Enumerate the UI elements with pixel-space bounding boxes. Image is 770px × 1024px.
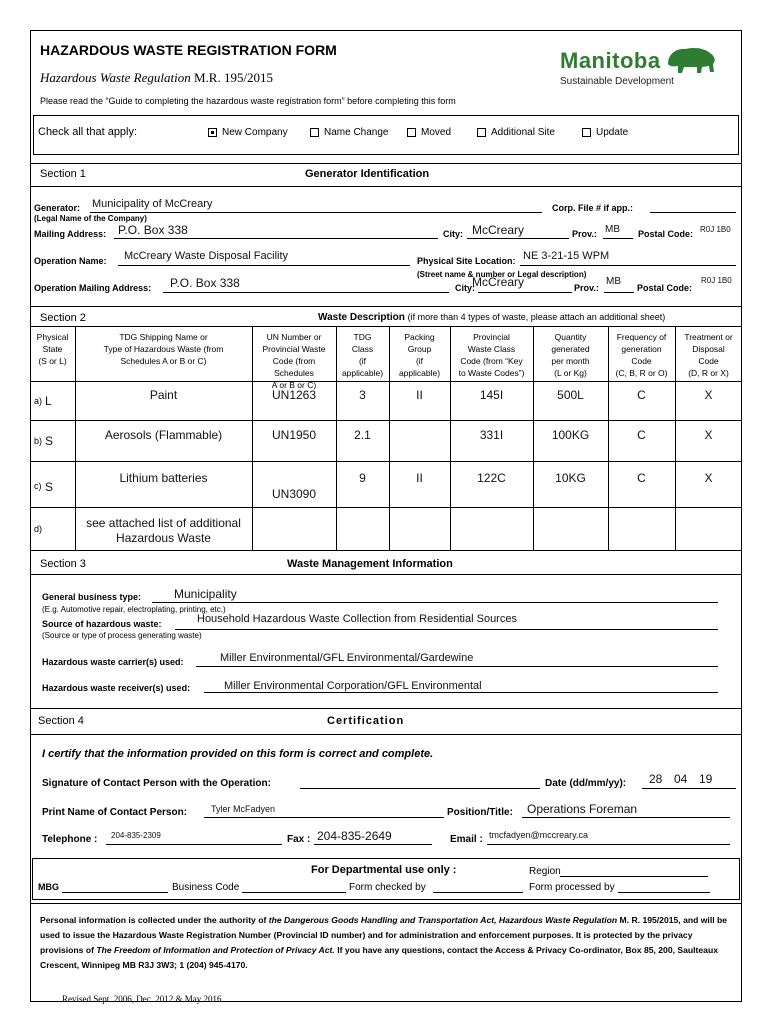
prov2-value: MB	[606, 276, 621, 287]
date-day: 28	[649, 772, 663, 786]
checkbox-icon[interactable]	[407, 128, 416, 137]
generator-value: Municipality of McCreary	[92, 198, 213, 210]
section4-number: Section 4	[38, 715, 84, 727]
row-rule	[30, 461, 742, 462]
section1-header-rule	[30, 186, 742, 187]
row-disp[interactable]: X	[704, 428, 713, 442]
business-type-value: Municipality	[174, 587, 237, 601]
section3-number: Section 3	[40, 558, 86, 570]
fax-value: 204-835-2649	[317, 829, 392, 843]
col-header-frequency: Frequency of generation Code (C, B, R or O)	[615, 332, 668, 378]
col-header-disposal: Treatment or Disposal Code (D, R or X)	[684, 332, 733, 378]
privacy-top-rule	[30, 903, 742, 904]
manitoba-logo	[560, 48, 720, 94]
dept-mbg-field	[62, 880, 168, 893]
postal2-value: R0J 1B0	[701, 276, 732, 285]
row-pwc[interactable]: 145I	[479, 388, 504, 402]
city2-label: City:	[455, 283, 475, 293]
source-label: Source of hazardous waste:	[42, 619, 162, 629]
section4-header-rule	[30, 734, 742, 735]
privacy-contact: If you have any questions, contact the Access & Privacy Co-ordinator, Box 85,	[337, 945, 656, 955]
row-tdg[interactable]: 2.1	[354, 428, 371, 442]
row-tdg[interactable]: 3	[359, 388, 366, 402]
dept-mbg-label: MBG	[38, 882, 59, 892]
privacy-notice	[40, 913, 730, 973]
section3-top-rule	[30, 550, 742, 551]
legal-name-note: (Legal Name of the Company)	[34, 214, 147, 223]
row-pwc[interactable]: 331I	[479, 428, 504, 442]
prov2-label: Prov.:	[574, 283, 599, 293]
row-un[interactable]: UN1950	[271, 428, 317, 442]
date-year: 19	[699, 772, 713, 786]
option-additional-site[interactable]	[477, 127, 555, 138]
city2-value: McCreary	[472, 275, 525, 289]
receiver-value: Miller Environmental Corporation/GFL Environmental	[224, 680, 482, 692]
option-label: Moved	[421, 127, 452, 138]
row-disp[interactable]: X	[704, 388, 713, 402]
postal-value: R0J 1B0	[700, 225, 731, 234]
carrier-value: Miller Environmental/GFL Environmental/Gardewine	[220, 652, 474, 664]
dept-region-label: Region	[529, 866, 561, 877]
postal2-label: Postal Code:	[637, 283, 693, 293]
table-header-rule	[30, 381, 742, 382]
section2-number: Section 2	[40, 312, 86, 324]
checkbox-icon[interactable]	[477, 128, 486, 137]
logo-word: Manitoba	[560, 48, 661, 73]
email-value: tmcfadyen@mccreary.ca	[489, 830, 588, 840]
row-letter: a)	[34, 396, 43, 406]
row-un[interactable]: UN3090	[271, 487, 317, 501]
checkbox-checked-icon[interactable]	[208, 128, 217, 137]
telephone-label: Telephone :	[42, 834, 98, 845]
option-update[interactable]	[582, 127, 628, 138]
section2-title: Waste Description	[318, 312, 405, 323]
row-letter: c)	[34, 481, 42, 491]
col-header-quantity: Quantity generated per month (L or Kg)	[551, 332, 590, 378]
site-label: Physical Site Location:	[417, 256, 516, 266]
row-tdg[interactable]: 9	[359, 471, 366, 485]
section3-title: Waste Management Information	[287, 558, 453, 570]
postal-label: Postal Code:	[638, 229, 694, 239]
position-value: Operations Foreman	[527, 802, 638, 816]
row-pg[interactable]: II	[416, 471, 423, 485]
row-name[interactable]: Paint	[149, 388, 178, 402]
privacy-purpose: and will be used to issue the Hazardous Waste Registration Number (Provincial ID number) and for administration and enforcement purposes. It is protected by	[40, 915, 728, 940]
email-label: Email :	[450, 834, 483, 845]
revision-note: Revised Sept. 2006, Dec. 2012 & May 2016	[62, 994, 222, 1004]
row-un[interactable]: UN1263	[271, 388, 317, 402]
dept-checked-by-label: Form checked by	[349, 882, 426, 893]
row-state[interactable]: S	[45, 480, 54, 494]
option-moved[interactable]	[407, 127, 451, 138]
option-label: Additional Site	[491, 127, 555, 138]
row-letter: d)	[34, 524, 43, 534]
checkbox-icon[interactable]	[582, 128, 591, 137]
print-name-label: Print Name of Contact Person:	[42, 807, 188, 818]
row-name[interactable]: see attached list of additional Hazardous Waste	[86, 516, 241, 545]
table-top-rule	[30, 326, 742, 327]
mailing-value: P.O. Box 338	[118, 223, 188, 237]
logo-sub: Sustainable Development	[560, 76, 674, 87]
dept-title: For Departmental use only :	[311, 864, 457, 876]
row-disp[interactable]: X	[704, 471, 713, 485]
mailing-label: Mailing Address:	[34, 229, 107, 239]
date-label: Date (dd/mm/yy):	[545, 778, 627, 789]
section1-title: Generator Identification	[305, 168, 430, 180]
source-note: (Source or type of process generating waste)	[42, 631, 202, 640]
dept-business-code-field	[242, 880, 346, 893]
section2-heading	[318, 312, 665, 323]
row-pg[interactable]: II	[416, 388, 423, 402]
dept-checked-by-field	[433, 880, 523, 893]
row-qty[interactable]: 500L	[557, 388, 584, 402]
city-label: City:	[443, 229, 463, 239]
regulation-name	[40, 70, 273, 86]
prov-value: MB	[605, 224, 620, 235]
privacy-provisions: the privacy provisions of	[40, 930, 693, 955]
option-name-change[interactable]	[310, 127, 388, 138]
generator-label: Generator:	[34, 203, 81, 213]
telephone-value: 204-835-2309	[111, 831, 161, 840]
date-month: 04	[674, 772, 688, 786]
business-type-field[interactable]	[152, 590, 718, 603]
prov-label: Prov.:	[572, 229, 597, 239]
site-value: NE 3-21-15 WPM	[523, 250, 610, 262]
dept-processed-by-field	[618, 880, 710, 893]
section2-note: (if more than 4 types of waste, please attach an additional sheet)	[407, 312, 666, 322]
site-note: (Street name & number or Legal description)	[417, 270, 587, 279]
bison-icon	[664, 44, 718, 76]
signature-label: Signature of Contact Person with the Operation:	[42, 778, 271, 789]
business-type-note: (E.g. Automotive repair, electroplating, printing, etc.)	[42, 605, 226, 614]
opmail-label: Operation Mailing Address:	[34, 283, 152, 293]
row-rule	[30, 420, 742, 421]
dept-business-code-label: Business Code	[172, 882, 240, 893]
privacy-text: Personal information is collected under the authority of	[40, 915, 267, 925]
receiver-label: Hazardous waste receiver(s) used:	[42, 683, 191, 693]
option-label: New Company	[222, 127, 288, 138]
checkbox-icon[interactable]	[310, 128, 319, 137]
carrier-label: Hazardous waste carrier(s) used:	[42, 657, 184, 667]
option-new-company[interactable]	[208, 127, 288, 138]
col-header-tdg-class: TDG Class (if applicable)	[341, 332, 384, 378]
position-label: Position/Title:	[447, 807, 513, 818]
col-header-shipping-name: TDG Shipping Name or Type of Hazardous Waste (from Schedules A or B or C)	[103, 332, 224, 366]
row-freq[interactable]: C	[637, 388, 646, 402]
row-freq[interactable]: C	[637, 471, 646, 485]
privacy-act: the Dangerous Goods Handling and Transportation Act, Hazardous Waste Regulation	[268, 915, 618, 925]
certify-text: I certify that the information provided on this form is correct and complete.	[42, 748, 434, 760]
col-header-state: Physical State (S or L)	[36, 332, 69, 366]
dept-region-field	[560, 864, 708, 877]
source-value: Household Hazardous Waste Collection from Residential Sources	[197, 613, 517, 625]
city-value: McCreary	[472, 223, 525, 237]
form-title: HAZARDOUS WASTE REGISTRATION FORM	[40, 42, 337, 58]
privacy-reg: M. R. 195/2015,	[619, 915, 681, 925]
dept-processed-by-label: Form processed by	[529, 882, 615, 893]
check-label: Check all that apply:	[38, 126, 138, 138]
col-header-waste-class: Provincial Waste Class Code (from “Key to Waste Codes”)	[458, 332, 525, 378]
corp-file-field[interactable]	[650, 200, 736, 213]
print-name-value: Tyler McFadyen	[211, 804, 276, 814]
row-rule	[30, 507, 742, 508]
option-label: Update	[596, 127, 629, 138]
row-qty[interactable]: 100KG	[551, 428, 590, 442]
regulation-text: Hazardous Waste Regulation	[40, 70, 191, 85]
section1-top-rule	[30, 163, 742, 164]
fax-label: Fax :	[287, 834, 311, 845]
section4-title: Certification	[327, 715, 405, 727]
row-pwc[interactable]: 122C	[477, 471, 506, 485]
row-state[interactable]: S	[45, 434, 54, 448]
instruction-text: Please read the “Guide to completing the hazardous waste registration form” before completing this form	[40, 96, 456, 106]
section3-header-rule	[30, 574, 742, 575]
signature-field[interactable]	[300, 776, 540, 789]
opname-value: McCreary Waste Disposal Facility	[124, 250, 289, 262]
option-label: Name Change	[324, 127, 389, 138]
section4-top-rule	[30, 708, 742, 709]
row-name[interactable]: Lithium batteries	[119, 471, 208, 485]
privacy-foi-act: The Freedom of Information and Protection of Privacy Act.	[96, 945, 335, 955]
row-qty[interactable]: 10KG	[555, 471, 586, 485]
row-state[interactable]: L	[45, 394, 52, 408]
section2-top-rule	[30, 306, 742, 307]
row-name[interactable]: Aerosols (Flammable)	[104, 428, 223, 442]
row-freq[interactable]: C	[637, 428, 646, 442]
opname-label: Operation Name:	[34, 256, 107, 266]
regulation-number: M.R. 195/2015	[193, 70, 274, 85]
privacy-address: 200, Saulteaux Crescent, Winnipeg MB R3J 3W3; 1 (204) 945-4170.	[40, 945, 718, 970]
col-header-packing-group: Packing Group (if applicable)	[398, 332, 441, 378]
section1-number: Section 1	[40, 168, 86, 180]
col-header-un-number: UN Number or Provincial Waste Code (from Schedules A or B or C)	[262, 332, 326, 390]
row-letter: b)	[34, 436, 43, 446]
opmail-value: P.O. Box 338	[170, 276, 240, 290]
business-type-label: General business type:	[42, 592, 142, 602]
corp-file-label: Corp. File # if app.:	[552, 203, 634, 213]
